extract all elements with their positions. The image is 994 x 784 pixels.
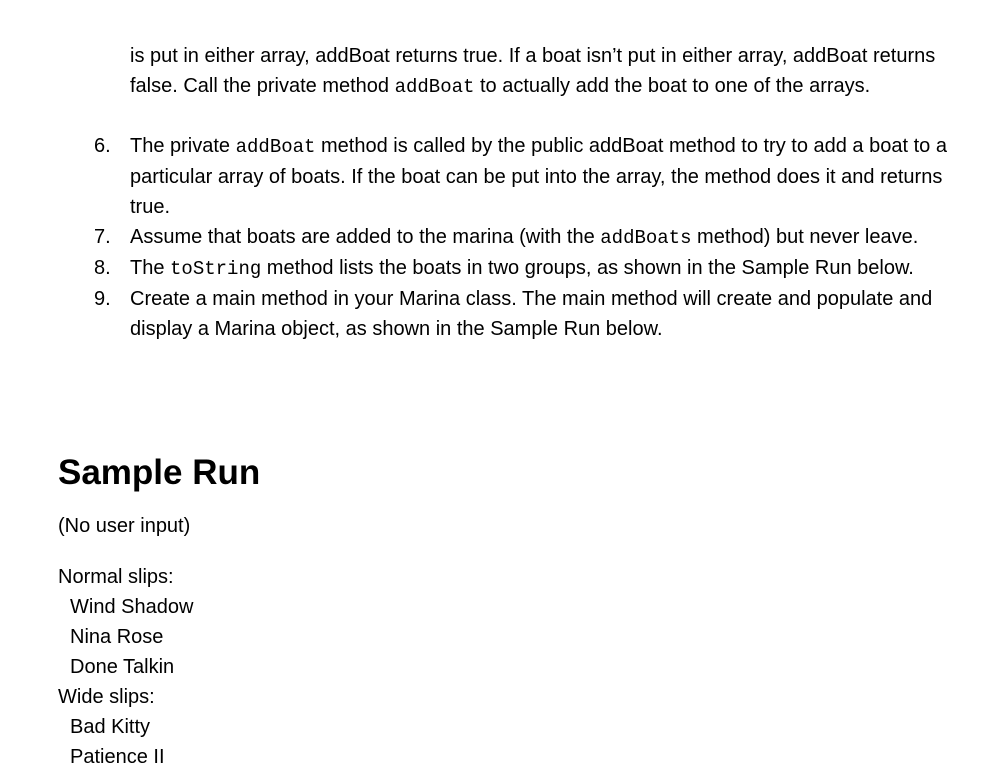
list-item-9 (0, 284, 964, 344)
list-number: 6. (94, 135, 111, 157)
list-item-8 (0, 253, 964, 284)
inline-code: addBoat (235, 136, 316, 158)
list-number: 8. (94, 257, 111, 279)
boat-name: Nina Rose (70, 626, 164, 648)
continuation-paragraph (130, 41, 980, 102)
section-heading: Sample Run (58, 453, 261, 492)
continuation-text-2: to actually add the boat to one of the arrays. (474, 75, 871, 97)
inline-code: addBoats (600, 227, 692, 249)
boat-name: Wind Shadow (70, 596, 194, 618)
normal-slips-label: Normal slips: (58, 566, 174, 588)
list-text-before: Assume that boats are added to the marina (with the (130, 226, 601, 248)
continuation-text-1: is put in either array, addBoat returns true. If a boat isn’t put in either array, addBoat returns false. Call the private method (130, 45, 936, 97)
inline-code: toString (170, 258, 262, 280)
wide-slips-label: Wide slips: (58, 686, 155, 708)
list-number: 7. (94, 226, 111, 248)
list-item-6 (0, 131, 964, 222)
list-text-after: method) but never leave. (691, 226, 919, 248)
list-item-7 (0, 222, 964, 253)
list-text-after: method lists the boats in two groups, as shown in the Sample Run below. (261, 257, 914, 279)
list-text-before: Create a main method in your Marina class. The main method will create and populate and display a Marina object, as shown in the Sample Run below. (130, 288, 933, 340)
sample-output (58, 562, 193, 772)
boat-name: Done Talkin (70, 656, 175, 678)
list-number: 9. (94, 288, 111, 310)
sample-run-note: (No user input) (58, 515, 191, 537)
list-text-before: The private (130, 135, 236, 157)
boat-name: Patience II (70, 746, 165, 768)
instruction-list (0, 131, 994, 344)
list-text-after: method is called by the public addBoat method to try to add a boat to a particular array of boats. If the boat can be put into the array, the method does it and returns true. (130, 135, 947, 218)
list-text-before: The (130, 257, 171, 279)
inline-code-addboat: addBoat (394, 76, 475, 98)
boat-name: Bad Kitty (70, 716, 151, 738)
